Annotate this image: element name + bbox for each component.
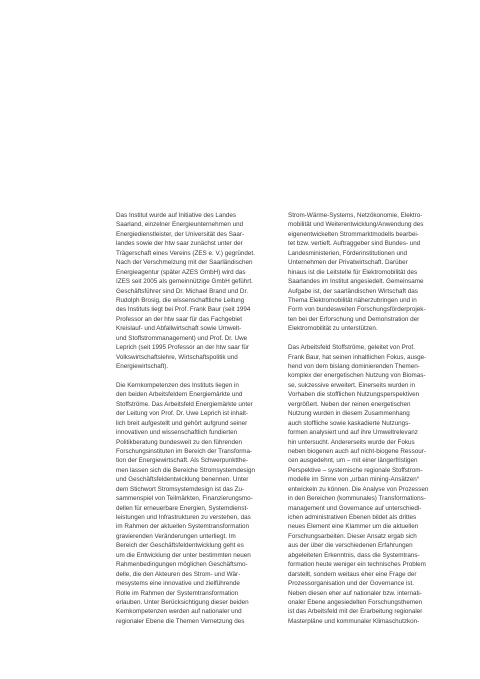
text-line: tion der Energiewirtschaft. Als Schwerpunktthe- (116, 457, 248, 465)
text-line: cen ausgedehnt, um – mit einer längerfristigen (288, 457, 418, 465)
text-line: Forschungsinstituten im Bereich der Transforma- (116, 447, 253, 455)
text-line: se, sukzessive erweitert. Einerseits wurden in (288, 381, 416, 389)
text-line: Bereich der Geschäftsfeldentwicklung geht es (116, 542, 244, 550)
text-line: abgeleiteten Erkenntnis, dass die Systemtrans- (288, 551, 420, 559)
text-line: men lassen sich die Bereiche Stromsystemdesign (116, 466, 255, 474)
text-line: neben biogenen auch auf nicht-biogene Ressour- (288, 447, 426, 455)
text-line: mobilität und Weiterentwicklung/Anwendung des (288, 221, 424, 229)
text-line: dellen für erneuerbare Energien, Systemdienst- (116, 504, 249, 512)
paragraph-gap (116, 371, 271, 380)
text-line: Das Arbeitsfeld Stoffströme, geleitet von Prof. (288, 344, 415, 352)
text-line: dem Stichwort Stromsystemdesign ist das Zu- (116, 485, 245, 493)
text-line: Trägerschaft eines Vereins (ZES e. V.) gegründet. (116, 249, 255, 257)
text-line: Rahmenbedingungen möglichen Geschäftsmo- (116, 561, 248, 569)
text-line: sammenspiel von Teilmärkten, Finanzierungsmo- (116, 495, 253, 503)
text-line: hin untersucht. Andererseits wurde der Fokus (288, 438, 415, 446)
text-line: eigenentwickelten Strommarktmodells bearbei- (288, 230, 419, 238)
text-line: im Rahmen der aktuellen Systemtransformation (116, 523, 249, 531)
text-line: formen analysiert und auf ihre Umweltrelevanz (288, 429, 418, 437)
text-line: aus der über die verschiedenen Erfahrungen (288, 542, 413, 550)
text-line: Neben diesen eher auf nationaler bzw. internati- (288, 589, 422, 597)
text-line: Thema Elektromobilität näherzubringen und in (288, 296, 417, 304)
text-line: management und Governance auf unterschiedl- (288, 504, 422, 512)
text-line: entwickeln zu können. Die Analyse von Prozessen (288, 485, 429, 493)
text-line: Prozessorganisation und der Governance ist. (288, 580, 415, 588)
text-line: der Leitung von Prof. Dr. Uwe Leprich ist inhalt- (116, 410, 248, 418)
text-line: Rolle im Rahmen der Systemtransformation (116, 589, 239, 597)
text-line: des Instituts liegt bei Prof. Frank Baur (seit 1994 (116, 306, 251, 314)
text-line: Masterpläne und kommunaler Klimaschutzkon- (288, 617, 420, 625)
text-line: innovativen und wissenschaftlich fundierten (116, 429, 238, 437)
text-line: modelle im Sinne von „urban mining-Ansätzen“ (288, 476, 419, 484)
text-line: lich breit aufgestellt und gehört aufgrund seiner (116, 419, 248, 427)
text-line: tet bzw. vertieft. Auftraggeber sind Bundes- und (288, 240, 421, 248)
right-text-column (288, 211, 443, 626)
left-text-column (116, 211, 271, 626)
text-line: Energiedienstleister, der Universität des Saar- (116, 230, 245, 238)
text-line: darstellt, sondern weitaus eher eine Frage der (288, 570, 417, 578)
text-line: in den Bereichen (kommunales) Transformations- (288, 495, 426, 503)
text-line: IZES seit 2005 als gemeinnützige GmbH geführt. (116, 278, 253, 286)
text-line: gravierenden Veränderungen unterliegt. Im (116, 532, 236, 540)
text-line: vergrößert. Neben der reinen energetischen (288, 400, 411, 408)
text-line: Politikberatung bundesweit zu den führenden (116, 438, 243, 446)
text-line: Saarlandes im Institut angesiedelt. Gemeinsame (288, 278, 424, 286)
text-line: Form von bundesweiten Forschungsförderprojek- (288, 306, 426, 314)
paragraph (116, 211, 271, 371)
text-line: Strom-Wärme-Systems, Netzökonomie, Elektro- (288, 212, 423, 219)
text-line: und Stoffstrommanagement) und Prof. Dr. Uwe (116, 334, 248, 342)
text-line: Energiewirtschaft). (116, 363, 169, 370)
text-line: hinaus ist die Leitstelle für Elektromobilität des (288, 268, 418, 276)
text-line: delle, die den Akteuren des Strom- und Wär- (116, 570, 241, 578)
text-line: mesystems eine innovative und zielführende (116, 580, 240, 588)
text-line: Nach der Verschmelzung mit der Saarländischen (116, 259, 253, 267)
text-line: auch stoffliche sowie kaskadierte Nutzungs- (288, 419, 411, 427)
text-line: Kreislauf- und Abfallwirtschaft sowie Umwelt- (116, 325, 242, 333)
text-line: Elektromobilität zu unterstützen. (288, 325, 378, 333)
text-line: Das Institut wurde auf Initiative des Landes (116, 212, 237, 219)
paragraph (288, 211, 443, 334)
text-line: den beiden Arbeitsfeldern Energiemärkte und (116, 391, 243, 399)
text-line: Saarland, einzelner Energieunternehmen und (116, 221, 244, 229)
text-line: formation heute weniger ein technisches Problem (288, 561, 426, 569)
text-line: ichen administrativen Ebenen bildet als drittes (288, 514, 417, 521)
paragraph-gap (288, 334, 443, 343)
text-line: Unternehmen der Privatwirtschaft. Darüber (288, 259, 408, 267)
text-line: Frank Baur, hat seinen inhaltlichen Fokus, ausge- (288, 353, 427, 361)
text-line: Vorhaben die stofflichen Nutzungsperspektiven (288, 391, 420, 399)
text-line: Perspektive – systemische regionale Stoffstrom- (288, 466, 423, 474)
text-line: ten bei der Erforschung und Demonstration der (288, 315, 420, 323)
text-line: Leprich (seit 1995 Professor an der htw saar für (116, 344, 250, 352)
text-line: Rudolph Brosig, die wissenschaftliche Leitung (116, 296, 245, 304)
text-line: komplex der energetischen Nutzung von Biomas- (288, 372, 426, 380)
text-line: regionaler Ebene die Themen Vernetzung des (116, 617, 245, 625)
text-line: Landesministerien, Förderinstitutionen und (288, 249, 408, 257)
text-line: und Geschäftsfeldentwicklung benennen. Unter (116, 476, 249, 484)
text-line: Stoffströme. Das Arbeitsfeld Energiemärkte unter (116, 400, 253, 408)
text-line: Forschungsarbeiten. Dieser Ansatz ergab sich (288, 532, 417, 540)
text-line: Professor an der htw saar für das Fachgebiet (116, 315, 243, 323)
text-line: neues Element eine Klammer um die aktuellen (288, 523, 419, 531)
text-line: onaler Ebene angesiedelten Forschungsthemen (288, 598, 423, 606)
text-line: Volkswirtschaftslehre, Wirtschaftspolitik und (116, 353, 238, 361)
text-line: erlauben. Unter Berücksichtigung dieser beiden (116, 598, 249, 606)
text-line: landes sowie der htw saar zunächst unter der (116, 240, 243, 248)
text-line: um die Entwicklung der unter bestimmten neuen (116, 551, 251, 559)
text-line: Kernkompetenzen werden auf nationaler und (116, 608, 242, 616)
text-line: Energieagentur (später AZES GmbH) wird das (116, 268, 246, 276)
text-line: Die Kernkompetenzen des Instituts liegen in (116, 381, 239, 389)
paragraph (288, 343, 443, 626)
text-line: ist das Arbeitsfeld mit der Erarbeitung regionaler (288, 608, 423, 616)
text-line: Nutzung wurden in diesem Zusammenhang (288, 410, 410, 418)
text-line: Geschäftsführer sind Dr. Michael Brand und Dr. (116, 287, 248, 295)
text-line: Aufgabe ist, der saarländischen Wirtschaft das (288, 287, 418, 295)
text-line: hend von dem bislang dominierenden Themen- (288, 363, 420, 370)
paragraph (116, 381, 271, 626)
text-line: leistungen und Infrastrukturen zu verstehen, das (116, 514, 251, 521)
